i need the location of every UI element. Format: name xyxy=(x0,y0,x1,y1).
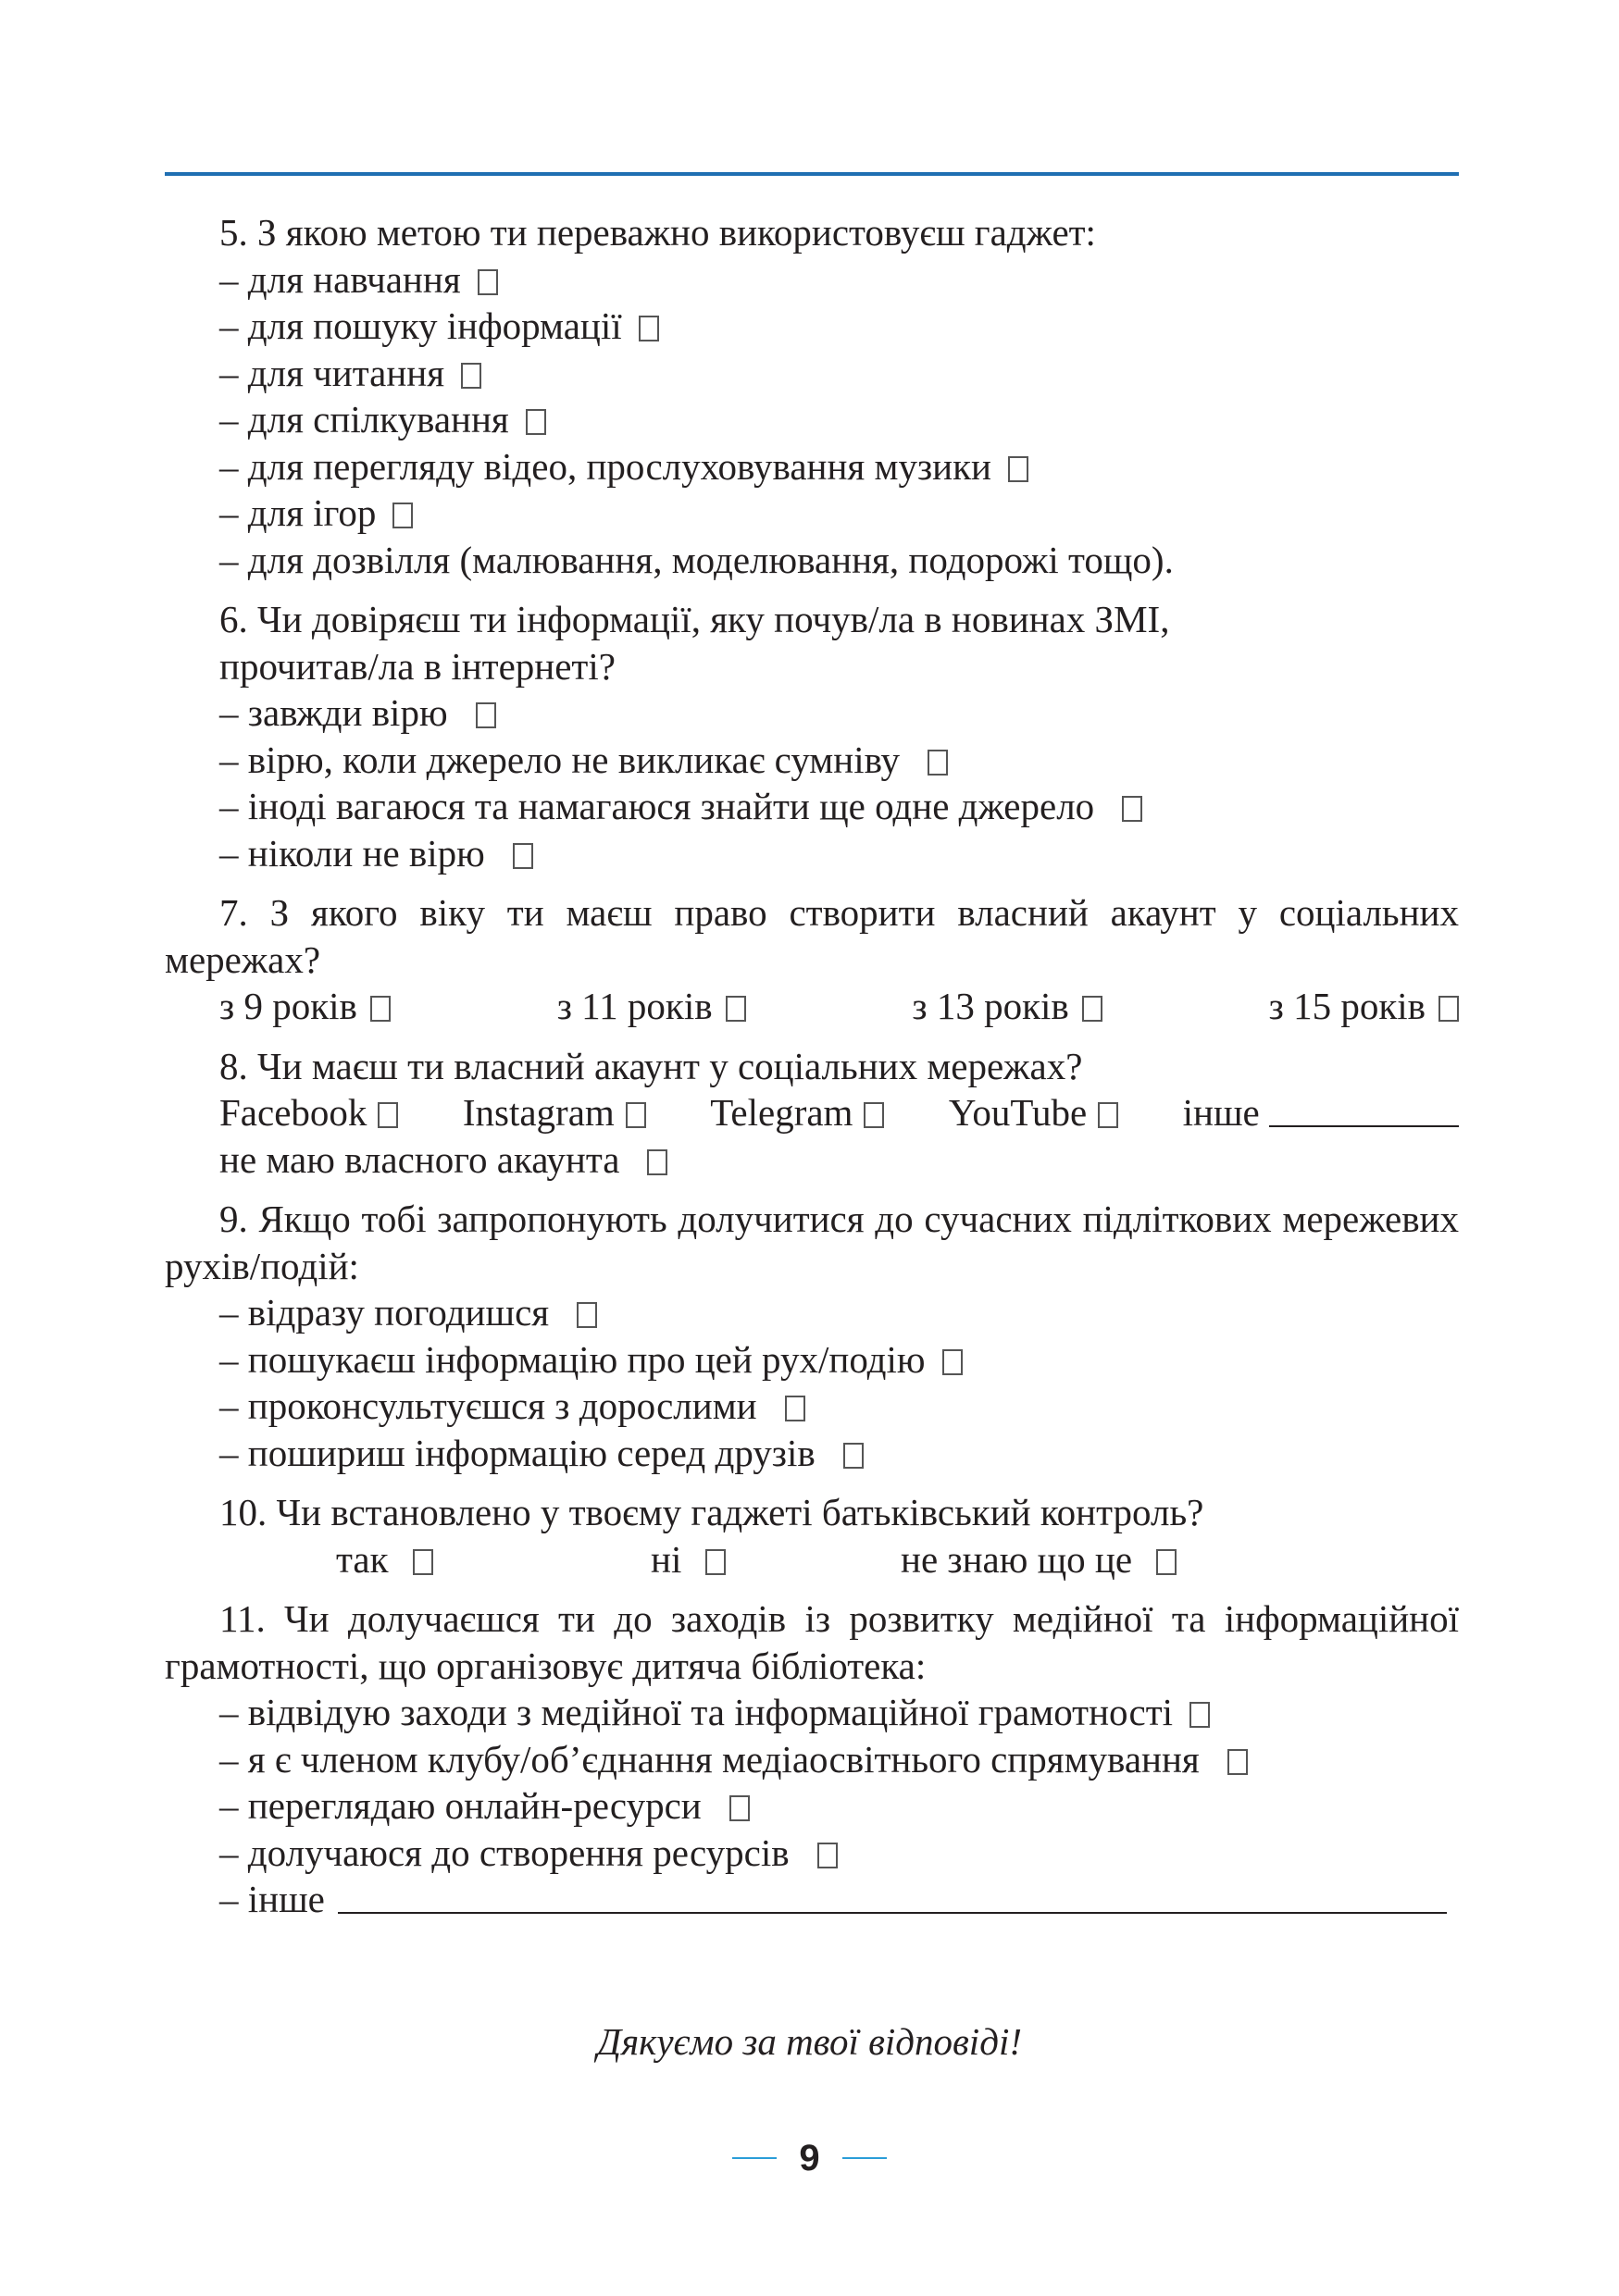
option-label: – для спілкування xyxy=(219,398,509,441)
option xyxy=(165,1430,1459,1477)
option xyxy=(165,783,1459,830)
option-label: – проконсультуєшся з дорослими xyxy=(219,1384,757,1427)
option xyxy=(165,689,1459,737)
question-9 xyxy=(165,1196,1459,1476)
question-6-text-1: 6. Чи довіряєш ти інформації, яку почув/ла в новинах ЗМІ, xyxy=(219,598,1170,640)
option-label: – ніколи не вірю xyxy=(219,831,485,875)
social-option-other xyxy=(1183,1089,1459,1136)
checkbox[interactable] xyxy=(942,1349,963,1375)
page-number: 9 xyxy=(799,2138,820,2178)
option xyxy=(165,1136,1459,1184)
option-label: – завжди вірю xyxy=(219,691,448,734)
checkbox[interactable] xyxy=(478,269,498,295)
option xyxy=(165,1383,1459,1430)
option-label: – долучаюся до створення ресурсів xyxy=(219,1831,790,1874)
option-label: ні xyxy=(651,1537,682,1581)
age-options xyxy=(165,983,1459,1030)
control-option xyxy=(336,1536,651,1583)
question-7-text: 7. З якого віку ти маєш право створити власний акаунт у соціальних мережах? xyxy=(165,891,1459,981)
checkbox[interactable] xyxy=(1189,1702,1210,1728)
question-10-text: 10. Чи встановлено у твоєму гаджеті батьківський контроль? xyxy=(219,1491,1204,1533)
age-option xyxy=(219,983,391,1030)
social-options xyxy=(165,1089,1459,1136)
question-10 xyxy=(165,1489,1459,1582)
page-footer xyxy=(0,2138,1619,2179)
option-label: з 15 років xyxy=(1268,985,1426,1027)
checkbox[interactable] xyxy=(1438,996,1459,1022)
checkbox[interactable] xyxy=(476,702,496,728)
checkbox[interactable] xyxy=(864,1102,884,1128)
option-label: з 9 років xyxy=(219,985,357,1027)
checkbox[interactable] xyxy=(1008,456,1028,482)
option-label: – пошукаєш інформацію про цей рух/подію xyxy=(219,1337,926,1381)
option-label: – я є членом клубу/об’єднання медіаосвітнього спрямування xyxy=(219,1737,1200,1781)
option xyxy=(165,490,1459,537)
question-7 xyxy=(165,889,1459,1030)
question-11-text: 11. Чи долучаєшся ти до заходів із розвитку медійної та інформаційної грамотності, що організовує дитяча бібліотека: xyxy=(165,1597,1459,1687)
checkbox[interactable] xyxy=(843,1443,864,1469)
option xyxy=(165,1336,1459,1384)
answer-blank[interactable] xyxy=(1269,1092,1459,1127)
checkbox[interactable] xyxy=(928,750,948,776)
checkbox[interactable] xyxy=(785,1396,805,1421)
option-label: Facebook xyxy=(219,1091,367,1134)
option xyxy=(165,443,1459,490)
option xyxy=(165,350,1459,397)
checkbox[interactable] xyxy=(461,363,481,389)
checkbox[interactable] xyxy=(726,996,746,1022)
option-label: – для навчання xyxy=(219,257,461,301)
question-6 xyxy=(165,596,1459,876)
option-label: – інше xyxy=(219,1878,325,1920)
option-label: – вірю, коли джерело не викликає сумніву xyxy=(219,738,901,781)
checkbox[interactable] xyxy=(392,503,413,528)
control-option xyxy=(901,1536,1177,1583)
option xyxy=(165,737,1459,784)
question-9-text: 9. Якщо тобі запропонують долучитися до сучасних підліткових мережевих рухів/подій: xyxy=(165,1198,1459,1287)
option-label: не знаю що це xyxy=(901,1537,1133,1581)
social-option xyxy=(463,1089,646,1136)
option-label: – для читання xyxy=(219,351,445,394)
option-label: не маю власного акаунта xyxy=(219,1137,620,1181)
option xyxy=(165,1289,1459,1336)
checkbox[interactable] xyxy=(378,1102,398,1128)
option-other xyxy=(165,1876,1459,1923)
checkbox[interactable] xyxy=(1082,996,1102,1022)
option-label: Telegram xyxy=(710,1091,853,1134)
question-11 xyxy=(165,1595,1459,1923)
option-last: – для дозвілля (малювання, моделювання, подорожі тощо). xyxy=(219,538,1174,581)
checkbox[interactable] xyxy=(513,843,533,869)
option-label: з 13 років xyxy=(912,985,1069,1027)
checkbox[interactable] xyxy=(647,1149,667,1175)
option-label: – іноді вагаюся та намагаюся знайти ще одне джерело xyxy=(219,785,1095,827)
social-option xyxy=(710,1089,884,1136)
option-label: – відразу погодишся xyxy=(219,1291,550,1334)
question-5 xyxy=(165,209,1459,583)
checkbox[interactable] xyxy=(413,1549,433,1575)
age-option xyxy=(557,983,746,1030)
thank-you-note: Дякуємо за твої відповіді! xyxy=(597,2020,1022,2063)
checkbox[interactable] xyxy=(817,1843,838,1868)
age-option xyxy=(1269,983,1459,1030)
option xyxy=(165,396,1459,443)
answer-blank[interactable] xyxy=(338,1879,1447,1914)
control-option xyxy=(651,1536,901,1583)
option xyxy=(165,303,1459,350)
checkbox[interactable] xyxy=(1098,1102,1118,1128)
questionnaire xyxy=(165,209,1459,1923)
social-option xyxy=(949,1089,1118,1136)
question-5-text: 5. З якою метою ти переважно використовуєш гаджет: xyxy=(219,211,1096,254)
option-label: – для ігор xyxy=(219,491,377,534)
control-options xyxy=(165,1536,1459,1583)
option-label: – відвідую заходи з медійної та інформаційної грамотності xyxy=(219,1691,1174,1733)
checkbox[interactable] xyxy=(1122,796,1142,822)
checkbox[interactable] xyxy=(1227,1749,1248,1775)
checkbox[interactable] xyxy=(626,1102,646,1128)
footer-dash-left xyxy=(732,2157,777,2159)
option xyxy=(165,1782,1459,1830)
option-label: YouTube xyxy=(948,1091,1088,1134)
option xyxy=(165,256,1459,304)
option-label: – пошириш інформацію серед друзів xyxy=(219,1431,816,1474)
social-option xyxy=(219,1089,398,1136)
option-label: інше xyxy=(1182,1091,1260,1134)
option-label: – переглядаю онлайн-ресурси xyxy=(219,1784,702,1827)
question-6-text-2: прочитав/ла в інтернеті? xyxy=(219,644,616,688)
checkbox[interactable] xyxy=(705,1549,726,1575)
option xyxy=(165,1736,1459,1783)
option-label: з 11 років xyxy=(556,985,713,1027)
checkbox[interactable] xyxy=(526,409,546,435)
option-label: Instagram xyxy=(462,1091,615,1134)
option xyxy=(165,830,1459,877)
checkbox[interactable] xyxy=(370,996,391,1022)
checkbox[interactable] xyxy=(729,1795,750,1821)
option-label: так xyxy=(336,1537,389,1581)
footer-dash-right xyxy=(842,2157,887,2159)
option xyxy=(165,1830,1459,1877)
checkbox[interactable] xyxy=(639,316,659,341)
age-option xyxy=(912,983,1102,1030)
option-label: – для перегляду відео, прослуховування музики xyxy=(219,444,991,488)
option xyxy=(165,1689,1459,1736)
header-rule xyxy=(165,172,1459,176)
question-8 xyxy=(165,1043,1459,1184)
checkbox[interactable] xyxy=(577,1302,597,1328)
question-8-text: 8. Чи маєш ти власний акаунт у соціальних мережах? xyxy=(219,1044,1083,1087)
option-label: – для пошуку інформації xyxy=(219,304,622,347)
checkbox[interactable] xyxy=(1156,1549,1177,1575)
